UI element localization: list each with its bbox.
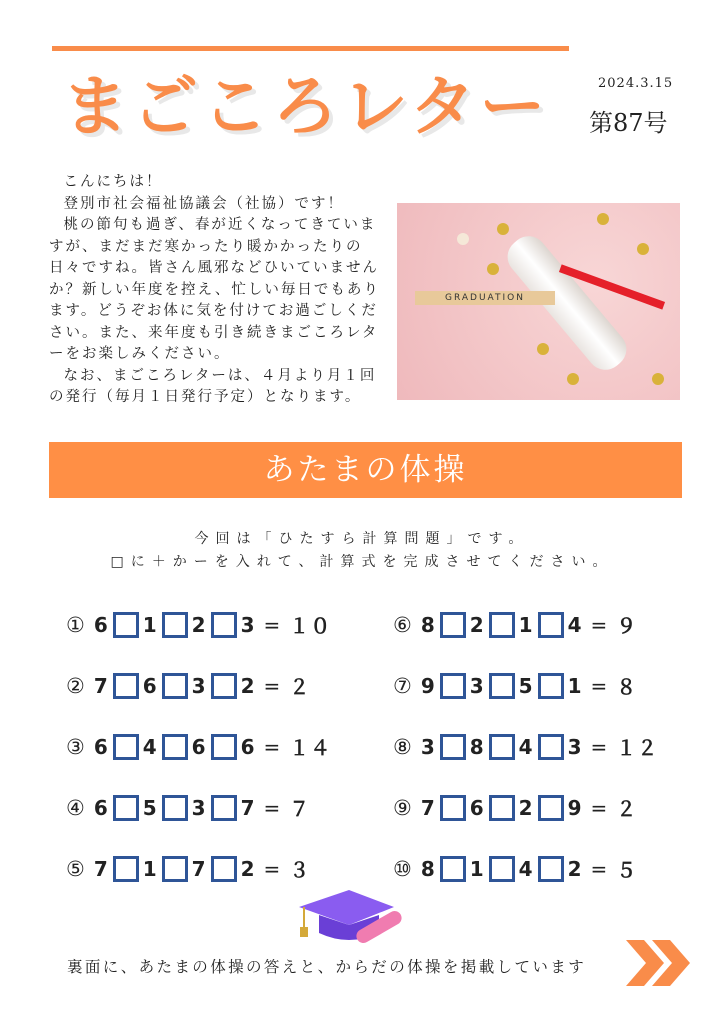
operator-blank[interactable] bbox=[538, 856, 564, 882]
result: ７ bbox=[289, 797, 311, 821]
problem-number: ④ bbox=[66, 795, 86, 820]
operator-blank[interactable] bbox=[538, 795, 564, 821]
operand: 1 bbox=[142, 612, 158, 637]
operator-blank[interactable] bbox=[162, 612, 188, 638]
problem-1 bbox=[66, 610, 331, 639]
operator-blank[interactable] bbox=[489, 734, 515, 760]
operand: 4 bbox=[142, 734, 158, 759]
problem-number: ⑩ bbox=[393, 856, 413, 881]
intro-paragraph: こんにちは！ bbox=[63, 174, 163, 190]
operator-blank[interactable] bbox=[113, 612, 139, 638]
operand: 7 bbox=[420, 795, 436, 820]
operand: 6 bbox=[142, 673, 158, 698]
operand: 5 bbox=[142, 795, 158, 820]
issue-number: 第87号 bbox=[589, 109, 668, 137]
result: １０ bbox=[289, 614, 332, 638]
operator-blank[interactable] bbox=[440, 673, 466, 699]
result: ８ bbox=[616, 675, 638, 699]
operator-blank[interactable] bbox=[113, 795, 139, 821]
operand: 7 bbox=[240, 795, 256, 820]
result: ５ bbox=[616, 858, 638, 882]
operand: 1 bbox=[469, 856, 485, 881]
operand: 2 bbox=[567, 856, 583, 881]
operand: 3 bbox=[420, 734, 436, 759]
equals-sign: = bbox=[263, 856, 282, 881]
operator-blank[interactable] bbox=[440, 612, 466, 638]
chevron-right-icon bbox=[626, 940, 692, 990]
operator-blank[interactable] bbox=[162, 795, 188, 821]
operand: 4 bbox=[518, 734, 534, 759]
operator-blank[interactable] bbox=[162, 856, 188, 882]
result: ２ bbox=[289, 675, 311, 699]
operand: 2 bbox=[240, 673, 256, 698]
result: ２ bbox=[616, 797, 638, 821]
operand: 8 bbox=[420, 612, 436, 637]
operand: 3 bbox=[567, 734, 583, 759]
equals-sign: = bbox=[590, 795, 609, 820]
operand: 7 bbox=[191, 856, 207, 881]
result: １２ bbox=[616, 736, 659, 760]
operator-blank[interactable] bbox=[440, 856, 466, 882]
operator-blank[interactable] bbox=[162, 673, 188, 699]
operator-blank[interactable] bbox=[211, 673, 237, 699]
equals-sign: = bbox=[590, 734, 609, 759]
result: ９ bbox=[616, 614, 638, 638]
intro-paragraph: 登別市社会福祉協議会（社協）です！ bbox=[63, 195, 344, 212]
problem-7 bbox=[393, 671, 637, 700]
operator-blank[interactable] bbox=[211, 795, 237, 821]
operator-blank[interactable] bbox=[538, 673, 564, 699]
operand: 6 bbox=[469, 795, 485, 820]
problem-number: ② bbox=[66, 673, 86, 698]
problem-6 bbox=[393, 610, 637, 639]
problem-number: ⑧ bbox=[393, 734, 413, 759]
graduation-cap-icon bbox=[294, 885, 409, 959]
equals-sign: = bbox=[263, 673, 282, 698]
operand: 2 bbox=[518, 795, 534, 820]
issue-date: 2024.3.15 bbox=[598, 76, 674, 91]
equals-sign: = bbox=[590, 856, 609, 881]
operator-blank[interactable] bbox=[440, 734, 466, 760]
operator-blank[interactable] bbox=[489, 795, 515, 821]
operand: 4 bbox=[518, 856, 534, 881]
operand: 9 bbox=[567, 795, 583, 820]
equals-sign: = bbox=[590, 612, 609, 637]
problem-8 bbox=[393, 732, 658, 761]
graduation-photo bbox=[397, 203, 680, 400]
equals-sign: = bbox=[263, 795, 282, 820]
problem-number: ⑤ bbox=[66, 856, 86, 881]
intro-paragraph: 桃の節句も過ぎ、春が近くなってきていますが、まだまだ寒かったり暖かかったりの日々ですね。皆さん風邪などひいていませんか？新しい年度を控え、忙しい毎日でもあります。どうぞお体に気を付けてお過ごしください。また、来年度も引き続きまごころレターをお楽しみください。 bbox=[49, 217, 380, 362]
operator-blank[interactable] bbox=[113, 673, 139, 699]
instruction-line-1: 今回は「ひたすら計算問題」です。 bbox=[194, 531, 530, 547]
operand: 5 bbox=[518, 673, 534, 698]
operand: 2 bbox=[191, 612, 207, 637]
problem-10 bbox=[393, 854, 637, 883]
operator-blank[interactable] bbox=[162, 734, 188, 760]
letter-tiles: GRADUATION bbox=[415, 291, 555, 305]
operand: 6 bbox=[191, 734, 207, 759]
result: １４ bbox=[289, 736, 332, 760]
problem-3 bbox=[66, 732, 331, 761]
newsletter-title: まごころレター bbox=[62, 68, 550, 145]
problem-number: ⑥ bbox=[393, 612, 413, 637]
operand: 6 bbox=[93, 734, 109, 759]
problem-4 bbox=[66, 793, 310, 822]
problem-5 bbox=[66, 854, 310, 883]
operand: 7 bbox=[93, 673, 109, 698]
operator-blank[interactable] bbox=[489, 612, 515, 638]
operator-blank[interactable] bbox=[211, 612, 237, 638]
problem-number: ⑦ bbox=[393, 673, 413, 698]
operand: 6 bbox=[240, 734, 256, 759]
equals-sign: = bbox=[263, 612, 282, 637]
operand: 9 bbox=[420, 673, 436, 698]
operator-blank[interactable] bbox=[211, 734, 237, 760]
problem-2 bbox=[66, 671, 310, 700]
footer-note: 裏面に、あたまの体操の答えと、からだの体操を掲載しています bbox=[67, 958, 587, 976]
operand: 8 bbox=[469, 734, 485, 759]
operand: 6 bbox=[93, 612, 109, 637]
problem-number: ⑨ bbox=[393, 795, 413, 820]
operator-blank[interactable] bbox=[211, 856, 237, 882]
problem-number: ③ bbox=[66, 734, 86, 759]
operand: 8 bbox=[420, 856, 436, 881]
result: ３ bbox=[289, 858, 311, 882]
operator-blank[interactable] bbox=[489, 673, 515, 699]
intro-text bbox=[49, 172, 385, 409]
operand: 3 bbox=[191, 795, 207, 820]
section-banner: あたまの体操 bbox=[49, 442, 682, 498]
operand: 2 bbox=[469, 612, 485, 637]
operator-blank[interactable] bbox=[489, 856, 515, 882]
operator-blank[interactable] bbox=[113, 734, 139, 760]
operand: 6 bbox=[93, 795, 109, 820]
operand: 3 bbox=[191, 673, 207, 698]
problem-9 bbox=[393, 793, 637, 822]
operand: 4 bbox=[567, 612, 583, 637]
equals-sign: = bbox=[263, 734, 282, 759]
operator-blank[interactable] bbox=[113, 856, 139, 882]
operand: 7 bbox=[93, 856, 109, 881]
problem-number: ① bbox=[66, 612, 86, 637]
operand: 1 bbox=[518, 612, 534, 637]
operand: 3 bbox=[469, 673, 485, 698]
operator-blank[interactable] bbox=[440, 795, 466, 821]
operator-blank[interactable] bbox=[538, 612, 564, 638]
operator-blank[interactable] bbox=[538, 734, 564, 760]
intro-paragraph: なお、まごころレターは、４月より月１回の発行（毎月１日発行予定）となります。 bbox=[49, 367, 377, 405]
header-rule bbox=[52, 46, 569, 51]
operand: 2 bbox=[240, 856, 256, 881]
instruction-line-2: □に＋かーを入れて、計算式を完成させてください。 bbox=[110, 554, 614, 570]
operand: 1 bbox=[142, 856, 158, 881]
equals-sign: = bbox=[590, 673, 609, 698]
operand: 1 bbox=[567, 673, 583, 698]
operand: 3 bbox=[240, 612, 256, 637]
